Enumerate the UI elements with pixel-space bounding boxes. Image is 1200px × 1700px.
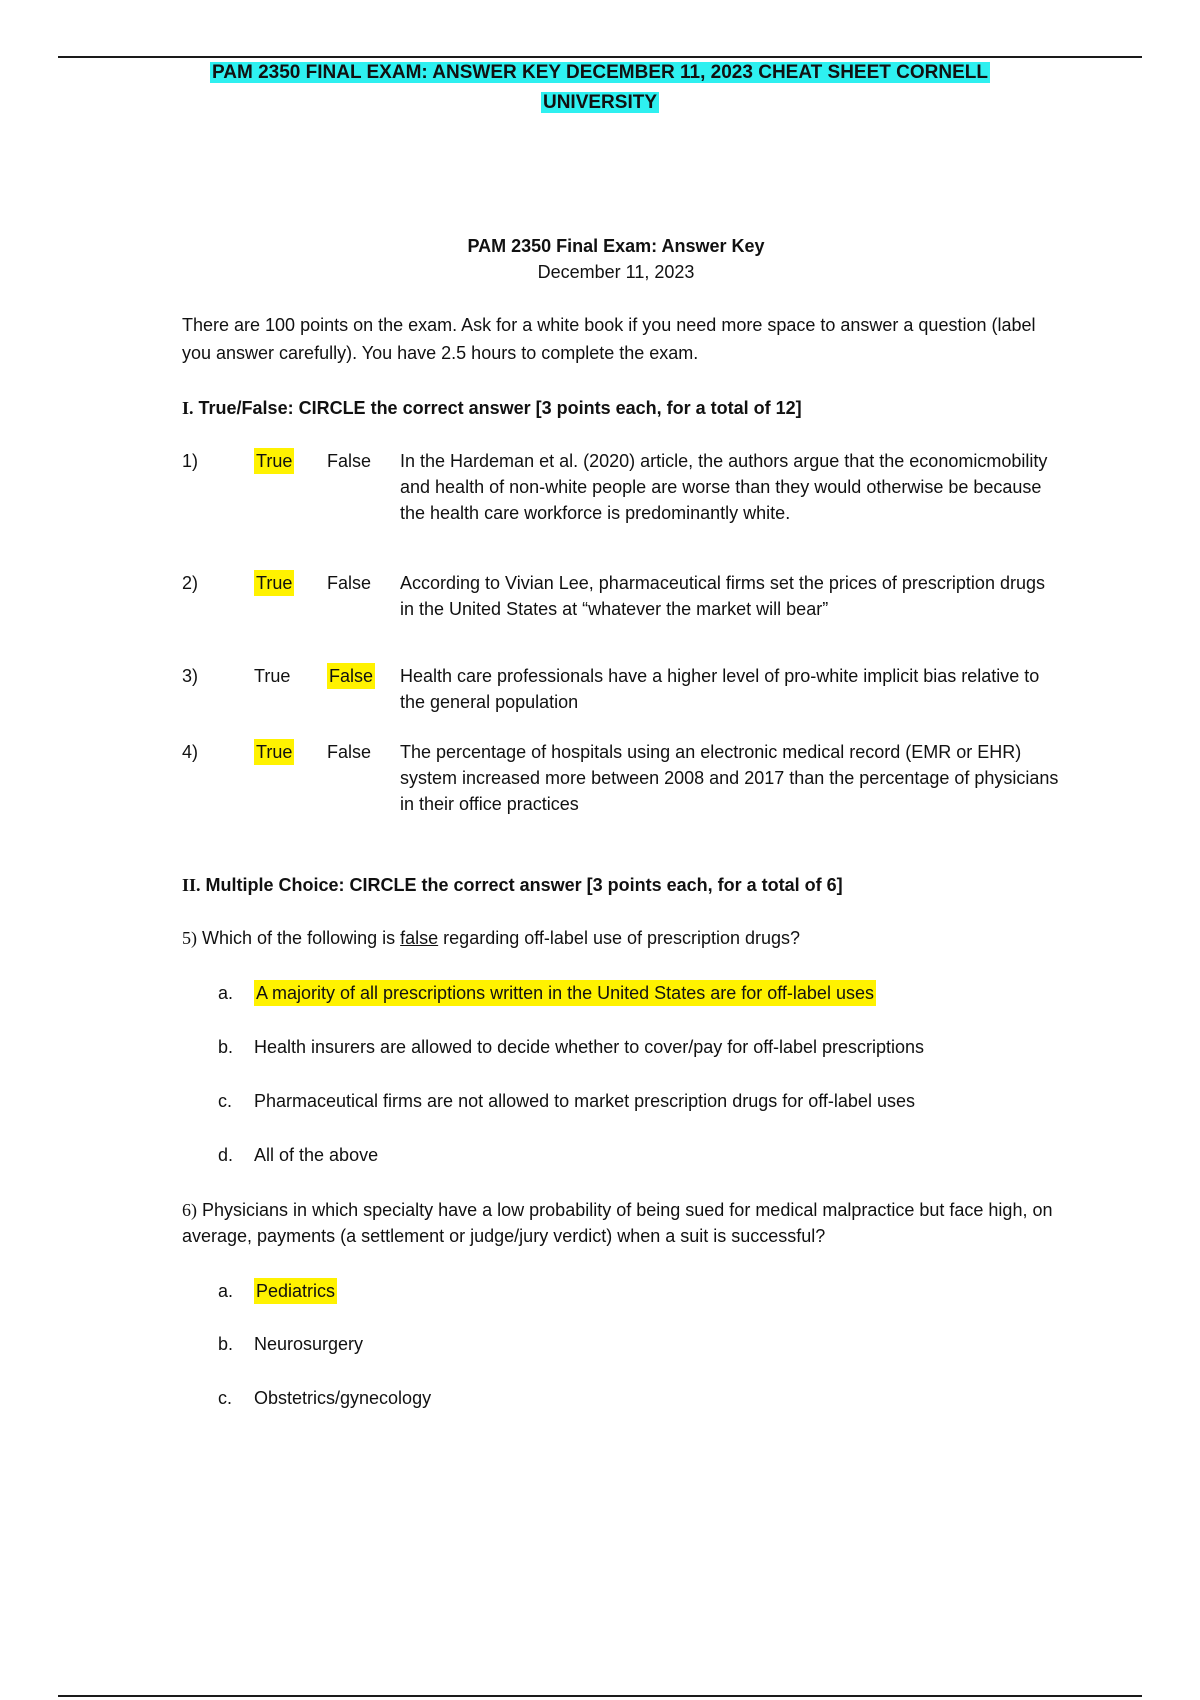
tf-statement: The percentage of hospitals using an electronic medical record (EMR or EHR) system increased more between 2008 and 2017 than the percentage of physicians in their office practices xyxy=(400,742,1059,814)
document-title: PAM 2350 Final Exam: Answer Key xyxy=(467,236,765,256)
tf-option-false[interactable]: False xyxy=(327,573,372,593)
section-1-numeral: I. xyxy=(182,398,194,418)
tf-statement: According to Vivian Lee, pharmaceutical firms set the prices of prescription drugs in the United States at “whatever the market will bear” xyxy=(400,573,1045,619)
choice-letter: b. xyxy=(218,1037,234,1057)
choice-text: Neurosurgery xyxy=(254,1334,364,1354)
choice-text: Health insurers are allowed to decide whether to cover/pay for off-label prescriptions xyxy=(254,1037,925,1057)
question-emphasis: false xyxy=(400,928,439,948)
question-number: 5) xyxy=(182,928,197,948)
choice-letter: c. xyxy=(218,1091,233,1111)
question-text-after: regarding off-label use of prescription drugs? xyxy=(443,928,801,948)
tf-option-false[interactable]: False xyxy=(327,742,372,762)
bottom-rule xyxy=(58,1695,1142,1697)
tf-option-true[interactable]: True xyxy=(254,666,291,686)
tf-question-number: 2) xyxy=(182,573,199,593)
tf-option-true[interactable]: True xyxy=(254,570,294,596)
tf-option-false[interactable]: False xyxy=(327,451,372,471)
section-2-heading xyxy=(182,873,843,897)
tf-statement: Health care professionals have a higher level of pro-white implicit bias relative to the general population xyxy=(400,666,1040,712)
section-1-heading xyxy=(182,396,802,420)
question-text: Physicians in which specialty have a low probability of being sued for medical malpractice but face high, on average, payments (a settlement or judge/jury verdict) when a suit is successful? xyxy=(182,1200,1053,1246)
tf-option-false[interactable]: False xyxy=(327,663,375,689)
banner-line-1: PAM 2350 FINAL EXAM: ANSWER KEY DECEMBER 11, 2023 CHEAT SHEET CORNELL xyxy=(212,62,988,83)
mc-question-5 xyxy=(182,925,1062,951)
choice-text: A majority of all prescriptions written in the United States are for off-label uses xyxy=(254,980,876,1006)
page-banner xyxy=(0,58,1200,118)
choice-letter: c. xyxy=(218,1388,233,1408)
choice-letter: a. xyxy=(218,1281,234,1301)
tf-option-true[interactable]: True xyxy=(254,739,294,765)
choice-text: Pediatrics xyxy=(254,1278,337,1304)
choice-letter: a. xyxy=(218,983,234,1003)
section-2-numeral: II. xyxy=(182,875,201,895)
tf-question-number: 3) xyxy=(182,666,199,686)
document-date: December 11, 2023 xyxy=(537,262,695,282)
question-number: 6) xyxy=(182,1200,197,1220)
choice-text: Pharmaceutical firms are not allowed to market prescription drugs for off-label uses xyxy=(254,1091,915,1111)
banner-line-2: UNIVERSITY xyxy=(542,92,658,113)
choice-letter: b. xyxy=(218,1334,234,1354)
tf-question-number: 1) xyxy=(182,451,199,471)
section-1-title: True/False: CIRCLE the correct answer [3 points each, for a total of 12] xyxy=(198,398,802,418)
mc-question-6 xyxy=(182,1197,1062,1249)
tf-option-true[interactable]: True xyxy=(254,448,294,474)
question-text-before: Which of the following is xyxy=(202,928,396,948)
choice-letter: d. xyxy=(218,1145,234,1165)
exam-instructions: There are 100 points on the exam. Ask for a white book if you need more space to answer a question (label you answer carefully). You have 2.5 hours to complete the exam. xyxy=(182,315,1036,363)
choice-text: All of the above xyxy=(254,1145,379,1165)
choice-text: Obstetrics/gynecology xyxy=(254,1388,432,1408)
tf-statement: In the Hardeman et al. (2020) article, the authors argue that the economicmobility and health of non-white people are worse than they would otherwise be because the health care workforce is predominantly white. xyxy=(400,451,1048,523)
tf-question-number: 4) xyxy=(182,742,199,762)
section-2-title: Multiple Choice: CIRCLE the correct answer [3 points each, for a total of 6] xyxy=(205,875,843,895)
